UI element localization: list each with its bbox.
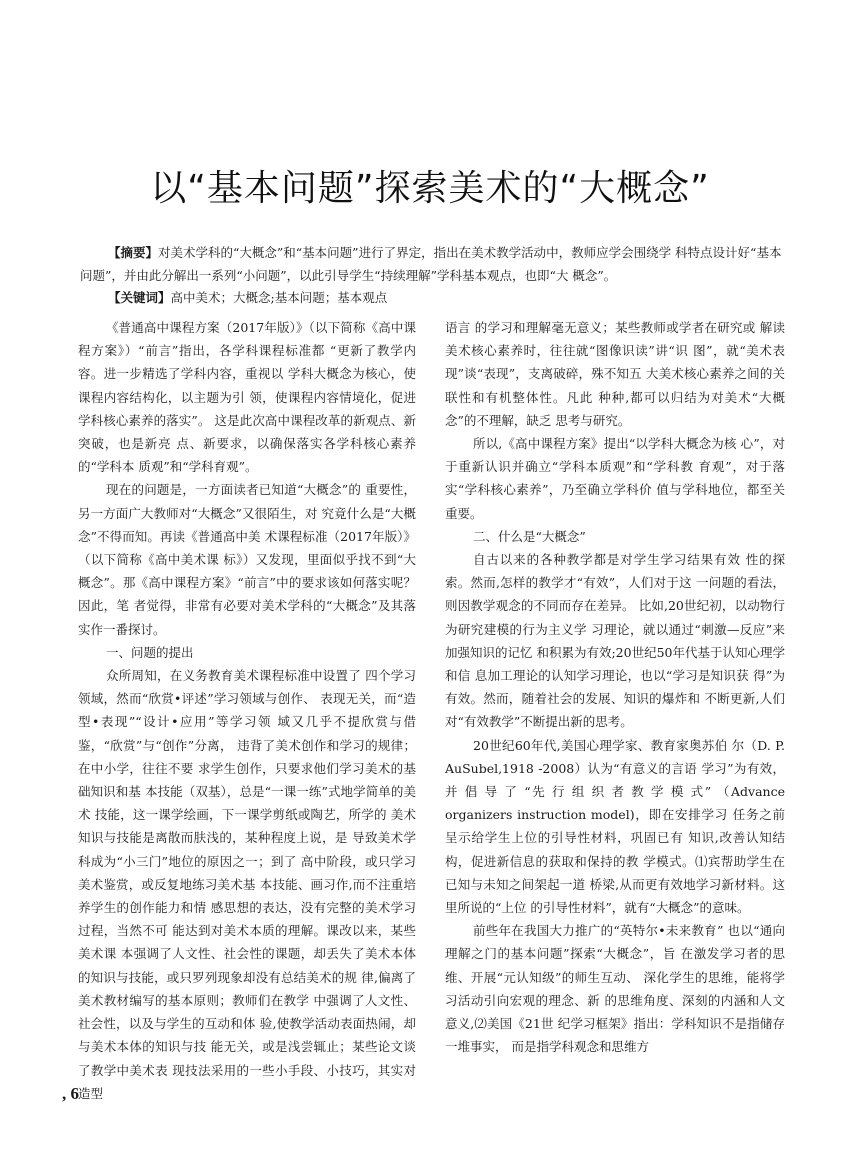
left-paragraph-3: 众所周知，在义务教育美术课程标准中设置了 四个学习领域，然而“欣赏•评述”学习领域与创作、 表现无关，而“造型•表现”“设计•应用”等学习领 域又几乎不提欣赏与借鉴，“欣赏”与“创作”分离， 违背了美术创作和学习的规律；在中小学，往往不要 求学生创作，只要求他们学习美术的基础知识和基 本技能（双基），总是“一课一练”式地学简单的美术 技能，这一课学绘画，下一课学剪纸或陶艺，所学的 美术知识与技能是离散而肤浅的，某种程度上说，是 导致美术学科成为“小三门”地位的原因之一；到了 高中阶段，或只学习美术鉴赏，或反复地练习美术基 本技能、画习作,而不注重培养学生的创作能力和情 感思想的表达，没有完整的美术学习过程，当然不可 能达到对美术本质的理解。课改以来，某些美术课 本强调了人文性、社会性的课题，却丢失了美术本体 的知识与技能，或只罗列现象却没有总结美术的规 律,偏离了美术教材编写的基本原则；教师们在教学 中强调了人文性、社会性，以及与学生的互动和体 验,使教学活动表面热闹，却与美术本体的知识与技 能无关，或是浅尝辄止；某些论文谈了教学中美术表 现技法采用的一些小手段、小技巧，其实对造型 <box>78 668 416 1101</box>
left-paragraph-1: 《普通高中课程方案（2017年版）》（以下简称《高中课程方案》）“前言”指出，各学科课程标准都 “更新了教学内容。进一步精选了学科内容，重视以 学科大概念为核心，使课程内容结构化，以主题为引 领，使课程内容情境化，促进学科核心素养的落实”。 这是此次高中课程改革的新观点、新突破，也是新亮 点、新要求，以确保落实各学科核心素养的“学科本 质观”和“学科育观”。 <box>78 320 416 475</box>
right-column <box>445 316 785 1059</box>
right-paragraph-4: 20世纪60年代,美国心理学家、教育家奥苏伯 尔（D. P. AuSubel,1918 -2008）认为“有意义的言语 学习”为有效， 并 倡 导 了 “先 行 组 织 者 教 学 模 式” （Advance organizers instruction model)，即在安排学习 任务之前呈示给学生上位的引导性材料，巩固已有 知识,改善认知结构，促进新信息的获取和保持的教 学模式。⑴宾帮助学生在已知与未知之间架起一道 桥梁,从而更有效地学习新材料。这里所说的“上位 的引导性材料”，就有“大概念”的意味。 <box>445 737 785 916</box>
keywords-tag: 【关键词】 <box>108 290 171 305</box>
right-paragraph-1: 语言 的学习和理解毫无意义；某些教师或学者在研究或 解读美术核心素养时，往往就“图像识读”讲“识 图”，就“美术表现”谈“表现”，支离破碎，殊不知五 大美术核心素养之间的关联性和有机整体性。凡此 种种,都可以归结为对美术“大概念”的不理解，缺乏 思考与研究。 <box>445 320 785 428</box>
keywords-text: 高中美术；大概念;基本问题；基本观点 <box>170 290 388 305</box>
left-paragraph-2: 现在的问题是，一方面读者已知道“大概念”的 重要性，另一方面广大教师对“大概念”又很陌生，对 究竟什么是“大概念”不得而知。再读《普通高中美 术课程标准（2017年版）》（以下简称《高中美术课 标》）又发现，里面似乎找不到“大概念”。那《高中课程方案》“前言”中的要求该如何落实呢？因此，笔 者觉得，非常有必要对美术学科的“大概念”及其落 实作一番探讨。 <box>78 482 416 637</box>
page-number: , 6 <box>62 1084 79 1103</box>
right-paragraph-5: 前些年在我国大力推广的“英特尔•未来教育” 也以“通向理解之门的基本问题”探索“大概念”，旨 在激发学习者的思维、开展“元认知级”的师生互动、 深化学生的思维，能将学习活动引向宏观的理念、新 的思维角度、深刻的内涵和人文意义,⑵美国《21世 纪学习框架》指出：学科知识不是指储存一堆事实， 而是指学科观念和思维方 <box>445 923 785 1055</box>
right-paragraph-2: 所以,《高中课程方案》提出“以学科大概念为核 心”，对于重新认识并确立“学科本质观”和“学科教 育观”，对于落实“学科核心素养”，乃至确立学科价 值与学科地位，都至关重要。 <box>445 436 785 521</box>
section-heading-1: 一、问题的提出 <box>106 644 194 660</box>
abstract-tag: 【摘要】 <box>108 245 159 260</box>
right-paragraph-3: 自古以来的各种教学都是对学生学习结果有效 性的探索。然而,怎样的教学才“有效”，人们对于这 一问题的看法，则因教学观念的不同而存在差异。 比如,20世纪初，以动物行为研究建模的行为主义学 习理论，就以通过“刺激—反应”来加强知识的记忆 和积累为有效;20世纪50年代基于认知心理学和信 息加工理论的认知学习理论，也以“学习是知识获 得”为有效。然而，随着社会的发展、知识的爆炸和 不断更新,人们对“有效教学”不断提出新的思考。 <box>445 552 785 730</box>
abstract <box>80 241 785 287</box>
keywords <box>108 288 387 308</box>
section-heading-2: 二、什么是“大概念” <box>473 528 586 544</box>
article-title: 以“基本问题”探索美术的“大概念” <box>150 168 710 209</box>
abstract-text: 对美术学科的“大概念”和“基本问题”进行了界定，指出在美术教学活动中，教师应学会围绕学 科特点设计好“基本问题”，并由此分解出一系列“小问题”，以此引导学生“持续理解”学科基本观点，也即“大 概念”。 <box>80 245 782 283</box>
left-column <box>78 316 416 1105</box>
